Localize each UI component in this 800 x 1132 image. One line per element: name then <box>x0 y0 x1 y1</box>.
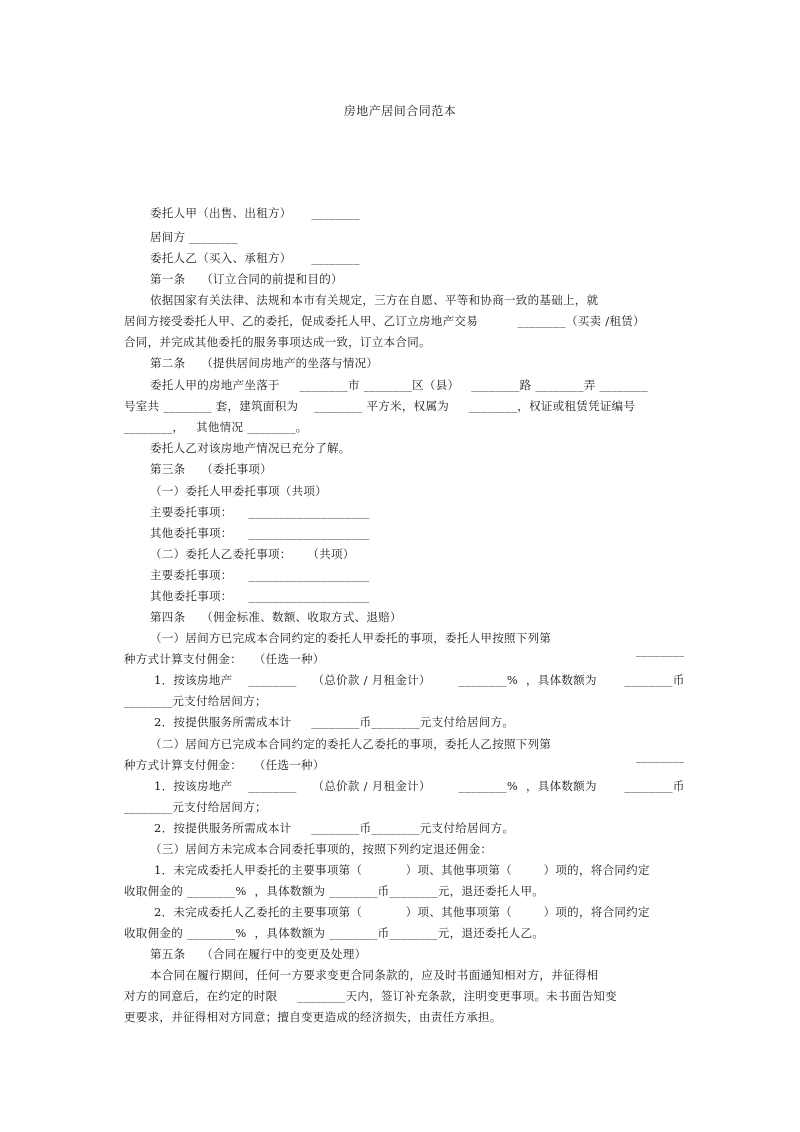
client-a-line: 委托人甲（出售、出租方） ________ <box>150 206 360 220</box>
document-title: 房地产居间合同范本 <box>343 104 457 118</box>
article-4-sub-1-opt-1: 1．按该房地产 ________ （总价款 / 月租金计） ________% ，具体数额为 ________币 <box>154 673 685 687</box>
article-4-sub-2-opt-2: 2．按提供服务所需成本计 ________币________元支付给居间方。 <box>154 821 515 835</box>
article-4-sub-1-choice: 种方式计算支付佣金： （任选一种） <box>124 652 325 666</box>
article-5-text-3: 更要求，并征得相对方同意；擅自变更造成的经济损失，由责任方承担。 <box>124 1010 502 1024</box>
article-5-text-2: 对方的同意后，在约定的时限 ________天内，签订补充条款，注明变更事项。未书面告知变 <box>124 989 617 1003</box>
article-3-main-a: 主要委托事项： ____________________ <box>150 505 370 519</box>
article-1-heading: 第一条 （订立合同的前提和目的） <box>150 272 343 286</box>
article-1-text-2: 居间方接受委托人甲、乙的委托，促成委托人甲、乙订立房地产交易 ________（买卖 /租赁） <box>124 314 645 328</box>
article-4-sub-3-item-1: 1．未完成委托人甲委托的主要事项第（ ）项、其他事项第（ ）项的，将合同约定 <box>154 863 650 877</box>
article-3-other-a: 其他委托事项： ____________________ <box>150 526 370 540</box>
article-5-text-1: 本合同在履行期间，任何一方要求变更合同条款的，应及时书面通知相对方，并征得相 <box>150 968 599 982</box>
article-4-sub-1-opt-1-cont: ________元支付给居间方； <box>124 694 267 708</box>
article-4-sub-2-opt-1-cont: ________元支付给居间方； <box>124 800 267 814</box>
agent-line: 居间方 ________ <box>150 230 238 244</box>
article-4-sub-3-item-2: 2．未完成委托人乙委托的主要事项第（ ）项、其他事项第（ ）项的，将合同约定 <box>154 905 650 919</box>
article-2-text-2: 号室共 ________ 套，建筑面积为 ________ 平方米，权属为 ________，权证或租赁凭证编号 <box>124 399 636 413</box>
article-4-sub-1-opt-2: 2．按提供服务所需成本计 ________币________元支付给居间方。 <box>154 715 515 729</box>
article-3-heading: 第三条 （委托事项） <box>150 462 273 476</box>
article-4-sub-2-opt-1: 1．按该房地产 ________ （总价款 / 月租金计） ________% ，具体数额为 ________币 <box>154 779 685 793</box>
article-1-text-3: 合同，并完成其他委托的服务事项达成一致，订立本合同。 <box>124 335 431 349</box>
article-1-text-1: 依据国家有关法律、法规和本市有关规定，三方在自愿、平等和协商一致的基础上，就 <box>150 293 599 307</box>
article-5-heading: 第五条 （合同在履行中的变更及处理） <box>150 947 367 961</box>
article-2-text-1: 委托人甲的房地产坐落于 ________市 ________区（县） ________路 ________弄 ________ <box>150 378 648 392</box>
article-3-other-b: 其他委托事项： ____________________ <box>150 589 370 603</box>
article-4-sub-1: （一）居间方已完成本合同约定的委托人甲委托的事项，委托人甲按照下列第 <box>150 631 552 645</box>
article-4-sub-3-item-2-cont: 收取佣金的 ________% ，具体数额为 ________币________元，退还委托人乙。 <box>124 926 545 940</box>
article-4-sub-2: （二）居间方已完成本合同约定的委托人乙委托的事项，委托人乙按照下列第 <box>150 737 552 751</box>
article-3-sub-2: （二）委托人乙委托事项： （共项） <box>150 547 355 561</box>
article-4-sub-3-item-1-cont: 收取佣金的 ________% ，具体数额为 ________币________元，退还委托人甲。 <box>124 884 545 898</box>
article-3-main-b: 主要委托事项： ____________________ <box>150 568 370 582</box>
article-3-sub-1: （一）委托人甲委托事项（共项） <box>150 484 327 498</box>
client-b-line: 委托人乙（买入、承租方） ________ <box>150 251 360 265</box>
article-2-text-4: 委托人乙对该房地产情况已充分了解。 <box>150 441 351 455</box>
article-4-sub-3: （三）居间方未完成本合同委托事项的，按照下列约定退还佣金： <box>150 842 493 856</box>
article-2-heading: 第二条 （提供居间房地产的坐落与情况） <box>150 356 379 370</box>
article-4-sub-1-blank: ________ <box>636 643 685 657</box>
article-4-heading: 第四条 （佣金标准、数额、收取方式、退赔） <box>150 610 402 624</box>
article-4-sub-2-blank: ________ <box>636 749 685 763</box>
article-2-text-3: ________， 其他情况 ________。 <box>124 420 308 434</box>
article-4-sub-2-choice: 种方式计算支付佣金： （任选一种） <box>124 758 325 772</box>
